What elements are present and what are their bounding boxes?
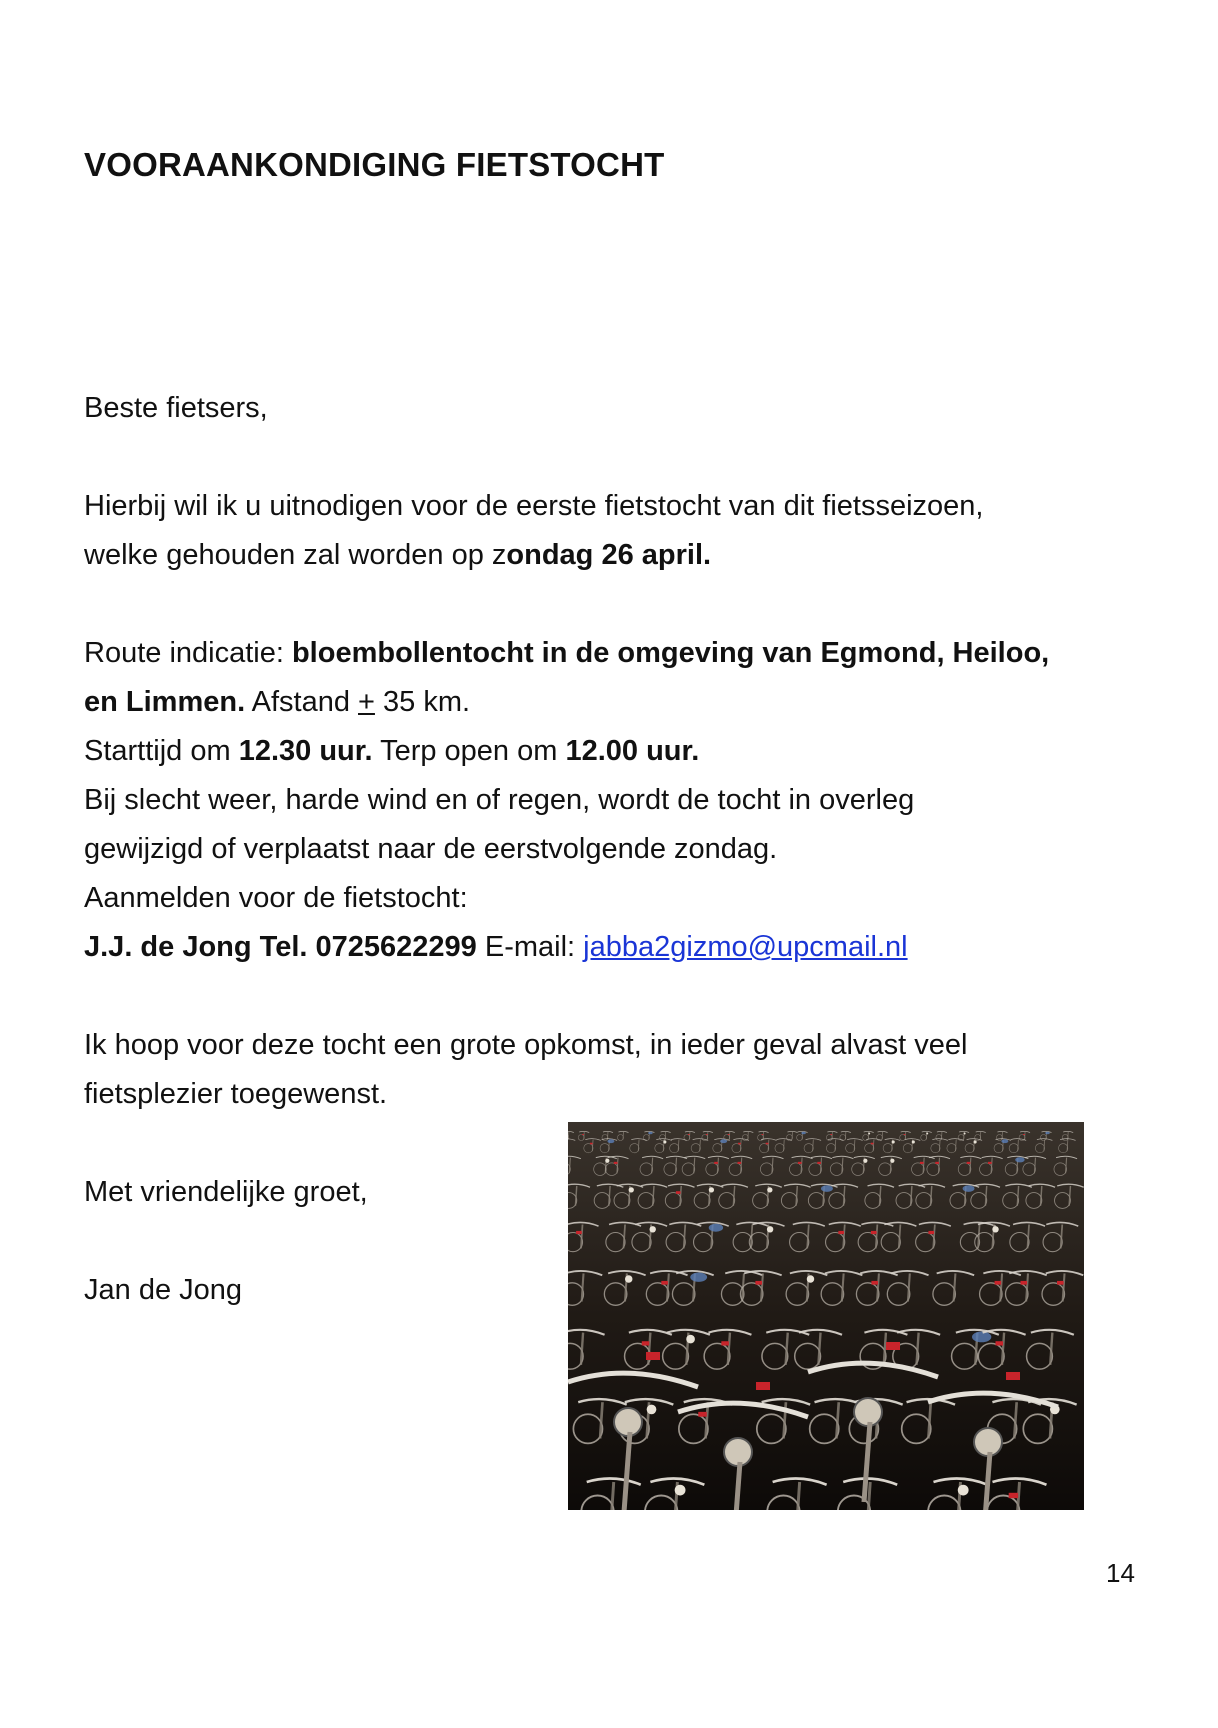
bike-reflector — [1009, 1493, 1018, 1498]
email-label: E-mail: — [476, 931, 584, 963]
bike-bag — [648, 1132, 653, 1135]
bike-light — [614, 1408, 642, 1436]
bike-light — [629, 1187, 634, 1192]
bike-reflector — [967, 1162, 971, 1164]
bike-reflector — [676, 1191, 681, 1194]
bike-reflector — [996, 1341, 1004, 1345]
bike-light — [964, 1133, 966, 1135]
open-label: Terp open om — [372, 735, 566, 767]
bike-reflector — [738, 1162, 742, 1164]
start-time: 12.30 uur. — [238, 735, 373, 767]
bike-bag — [1045, 1132, 1050, 1135]
bike-reflector — [698, 1412, 706, 1417]
bike-light — [892, 1140, 895, 1143]
bike-reflector — [576, 1231, 582, 1234]
document-title: VOORAANKONDIGING FIETSTOCHT — [84, 146, 665, 183]
weather-line-1: Bij slecht weer, harde wind en of regen, wordt de tocht in overleg — [84, 784, 915, 816]
bike-light — [868, 1133, 870, 1135]
start-label: Starttijd om — [84, 735, 239, 767]
bike-reflector — [762, 1134, 764, 1135]
bike-reflector — [755, 1281, 762, 1285]
bike-bag — [1015, 1157, 1024, 1162]
route-description-end: en Limmen. — [84, 686, 246, 718]
bike-light — [890, 1159, 894, 1163]
registration-label: Aanmelden voor de fietstocht: — [84, 882, 468, 914]
bike-frame — [1025, 1132, 1026, 1140]
bike-light — [863, 1159, 867, 1163]
bike-frame — [941, 1132, 942, 1140]
bike-reflector — [721, 1341, 729, 1345]
email-link[interactable]: jabba2gizmo@upcmail.nl — [583, 931, 908, 963]
route-label: Route indicatie: — [84, 637, 292, 669]
bike-frame — [980, 1132, 981, 1140]
bike-light — [709, 1187, 714, 1192]
bike-reflector — [1023, 1134, 1025, 1135]
bike-light — [724, 1438, 752, 1466]
bike-reflector — [642, 1341, 650, 1345]
signoff: Met vriendelijke groet, — [84, 1176, 368, 1208]
bicycles-illustration — [568, 1122, 1084, 1510]
bike-bag — [801, 1132, 806, 1135]
bike-reflector — [817, 1162, 821, 1164]
contact-line — [84, 927, 908, 967]
bike-reflector — [871, 1281, 878, 1285]
bike-reflector — [590, 1143, 593, 1145]
distance-value: 35 km. — [374, 686, 471, 718]
bike-reflector — [614, 1162, 618, 1164]
signature: Jan de Jong — [84, 1274, 243, 1306]
bike-light — [767, 1187, 772, 1192]
bike-bag — [972, 1332, 991, 1343]
bike-reflector — [830, 1134, 832, 1135]
bike-light — [992, 1226, 998, 1232]
bike-light — [958, 1485, 969, 1496]
closing-line-2: fietsplezier toegewenst. — [84, 1078, 388, 1110]
bike-light — [854, 1398, 882, 1426]
bike-light — [647, 1405, 657, 1415]
bike-light — [974, 1140, 977, 1143]
greeting: Beste fietsers, — [84, 392, 268, 424]
bike-reflector — [1020, 1281, 1027, 1285]
bike-bag — [1001, 1139, 1008, 1143]
plus-minus-sign: + — [358, 686, 375, 718]
bike-reflector — [756, 1382, 770, 1390]
intro-line-1: Hierbij wil ik u uitnodigen voor de eerste fietstocht van dit fietsseizoen, — [84, 490, 984, 522]
bike-light — [650, 1226, 656, 1232]
bike-frame — [748, 1132, 749, 1140]
route-description: bloembollentocht in de omgeving van Egmond, Heiloo, — [291, 637, 1050, 669]
bike-frame — [729, 1132, 730, 1140]
route-line-1 — [84, 633, 1049, 673]
bike-light — [974, 1428, 1002, 1456]
bike-reflector — [871, 1143, 874, 1145]
bike-frame — [707, 1132, 708, 1140]
bike-frame — [763, 1132, 764, 1140]
bike-reflector — [738, 1143, 741, 1145]
bike-reflector — [646, 1352, 660, 1360]
bike-reflector — [714, 1162, 718, 1164]
bike-reflector — [838, 1231, 844, 1234]
bike-frame — [832, 1132, 833, 1140]
event-date: ondag 26 april. — [506, 539, 712, 571]
bike-reflector — [688, 1134, 690, 1135]
bike-frame — [882, 1132, 883, 1140]
bike-reflector — [661, 1281, 668, 1285]
bike-reflector — [798, 1162, 802, 1164]
bike-reflector — [728, 1134, 730, 1135]
bike-reflector — [582, 1134, 584, 1135]
bike-reflector — [886, 1342, 900, 1350]
bike-bag — [963, 1185, 975, 1192]
bike-bag — [821, 1185, 833, 1192]
page-number: 14 — [1106, 1558, 1135, 1588]
bike-reflector — [904, 1134, 906, 1135]
distance-label: Afstand — [245, 686, 359, 718]
bike-reflector — [871, 1231, 877, 1234]
times-line — [84, 731, 699, 771]
bike-light — [686, 1335, 695, 1344]
bike-reflector — [928, 1231, 934, 1234]
weather-line-2: gewijzigd of verplaatst naar de eerstvolgende zondag. — [84, 833, 778, 865]
bike-light — [926, 1133, 928, 1135]
bike-bag — [709, 1224, 723, 1232]
bike-light — [912, 1140, 915, 1143]
contact-name-phone: J.J. de Jong Tel. 0725622299 — [84, 931, 477, 963]
bike-frame — [905, 1132, 906, 1140]
bike-light — [675, 1485, 686, 1496]
bike-reflector — [935, 1162, 939, 1164]
bike-frame — [689, 1132, 690, 1140]
bike-light — [625, 1275, 633, 1283]
bike-frame — [584, 1132, 585, 1140]
route-line-2 — [84, 682, 470, 722]
bike-bag — [690, 1272, 707, 1281]
bike-reflector — [988, 1162, 992, 1164]
bike-frame — [792, 1132, 793, 1140]
intro-line-2 — [84, 535, 711, 575]
bike-bag — [607, 1139, 614, 1143]
bike-reflector — [995, 1281, 1002, 1285]
bike-frame — [623, 1132, 624, 1140]
bike-reflector — [1057, 1281, 1064, 1285]
intro-line-2-text: welke gehouden zal worden op z — [84, 539, 507, 571]
bike-light — [605, 1159, 609, 1163]
photo-background — [568, 1122, 1084, 1510]
bike-bag — [720, 1139, 727, 1143]
bike-reflector — [766, 1143, 769, 1145]
open-time: 12.00 uur. — [565, 735, 700, 767]
bike-reflector — [920, 1162, 924, 1164]
bike-light — [663, 1140, 666, 1143]
bike-reflector — [706, 1134, 708, 1135]
bike-light — [807, 1275, 815, 1283]
bicycles-photo — [568, 1122, 1084, 1510]
closing-line-1: Ik hoop voor deze tocht een grote opkomst, in ieder geval alvast veel — [84, 1029, 968, 1061]
bike-reflector — [1006, 1372, 1020, 1380]
bike-frame — [845, 1132, 846, 1140]
bike-light — [767, 1226, 773, 1232]
